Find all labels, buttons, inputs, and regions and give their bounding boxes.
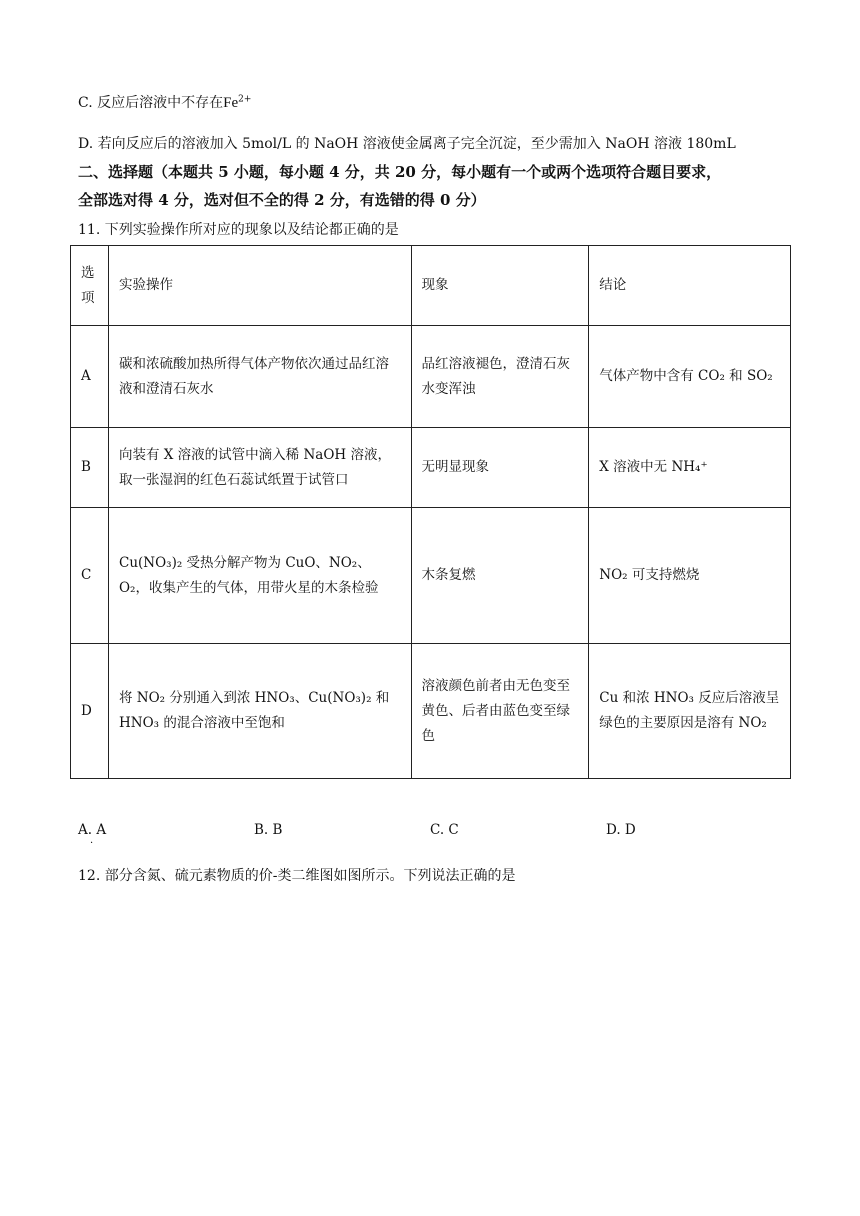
row-phenomenon: 品红溶液褪色，澄清石灰水变浑浊 <box>411 326 589 428</box>
header-phenomenon: 现象 <box>411 246 589 326</box>
row-phenomenon: 无明显现象 <box>411 428 589 508</box>
answer-choice-b[interactable]: B. B <box>254 822 283 838</box>
q11-stem: 11. 下列实验操作所对应的现象以及结论都正确的是 <box>78 222 399 238</box>
table-header-row <box>71 246 791 326</box>
row-operation: 向装有 X 溶液的试管中滴入稀 NaOH 溶液，取一张湿润的红色石蕊试纸置于试管口 <box>108 428 411 508</box>
row-option: D <box>71 644 109 779</box>
row-option: B <box>71 428 109 508</box>
fe-ion: Fe <box>223 95 239 111</box>
row-option: C <box>71 508 109 644</box>
row-phenomenon: 木条复燃 <box>411 508 589 644</box>
fe-charge: 2+ <box>238 94 252 105</box>
option-c-text: C. 反应后溶液中不存在 <box>78 95 224 111</box>
section-heading-line2: 全部选对得 4 分，选对但不全的得 2 分，有选错的得 0 分） <box>78 191 486 209</box>
row-conclusion: 气体产物中含有 CO₂ 和 SO₂ <box>589 326 791 428</box>
q10-option-c <box>78 92 251 112</box>
row-operation: Cu(NO₃)₂ 受热分解产物为 CuO、NO₂、O₂，收集产生的气体，用带火星的木条检验 <box>108 508 411 644</box>
answer-choice-d[interactable]: D. D <box>606 822 636 838</box>
header-option: 选项 <box>71 246 109 326</box>
table-row <box>71 428 791 508</box>
q11-table <box>70 245 791 779</box>
header-operation: 实验操作 <box>108 246 411 326</box>
answer-choice-a[interactable]: A. A <box>78 822 107 838</box>
row-operation: 将 NO₂ 分别通入到浓 HNO₃、Cu(NO₃)₂ 和 HNO₃ 的混合溶液中至饱和 <box>108 644 411 779</box>
table-row <box>71 326 791 428</box>
q12-stem: 12. 部分含氮、硫元素物质的价-类二维图如图所示。下列说法正确的是 <box>78 868 516 884</box>
q10-option-d: D. 若向反应后的溶液加入 5mol/L 的 NaOH 溶液使金属离子完全沉淀，至少需加入 NaOH 溶液 180mL <box>78 136 736 152</box>
row-conclusion: X 溶液中无 NH₄⁺ <box>589 428 791 508</box>
row-phenomenon: 溶液颜色前者由无色变至黄色、后者由蓝色变至绿色 <box>411 644 589 779</box>
table-row <box>71 508 791 644</box>
row-option: A <box>71 326 109 428</box>
answer-choice-c[interactable]: C. C <box>430 822 459 838</box>
dot-mark: · <box>90 838 94 849</box>
table-row <box>71 644 791 779</box>
header-conclusion: 结论 <box>589 246 791 326</box>
row-conclusion: Cu 和浓 HNO₃ 反应后溶液呈绿色的主要原因是溶有 NO₂ <box>589 644 791 779</box>
section-heading-line1: 二、选择题（本题共 5 小题，每小题 4 分，共 20 分，每小题有一个或两个选项符合题目要求， <box>78 163 722 181</box>
row-conclusion: NO₂ 可支持燃烧 <box>589 508 791 644</box>
row-operation: 碳和浓硫酸加热所得气体产物依次通过品红溶液和澄清石灰水 <box>108 326 411 428</box>
